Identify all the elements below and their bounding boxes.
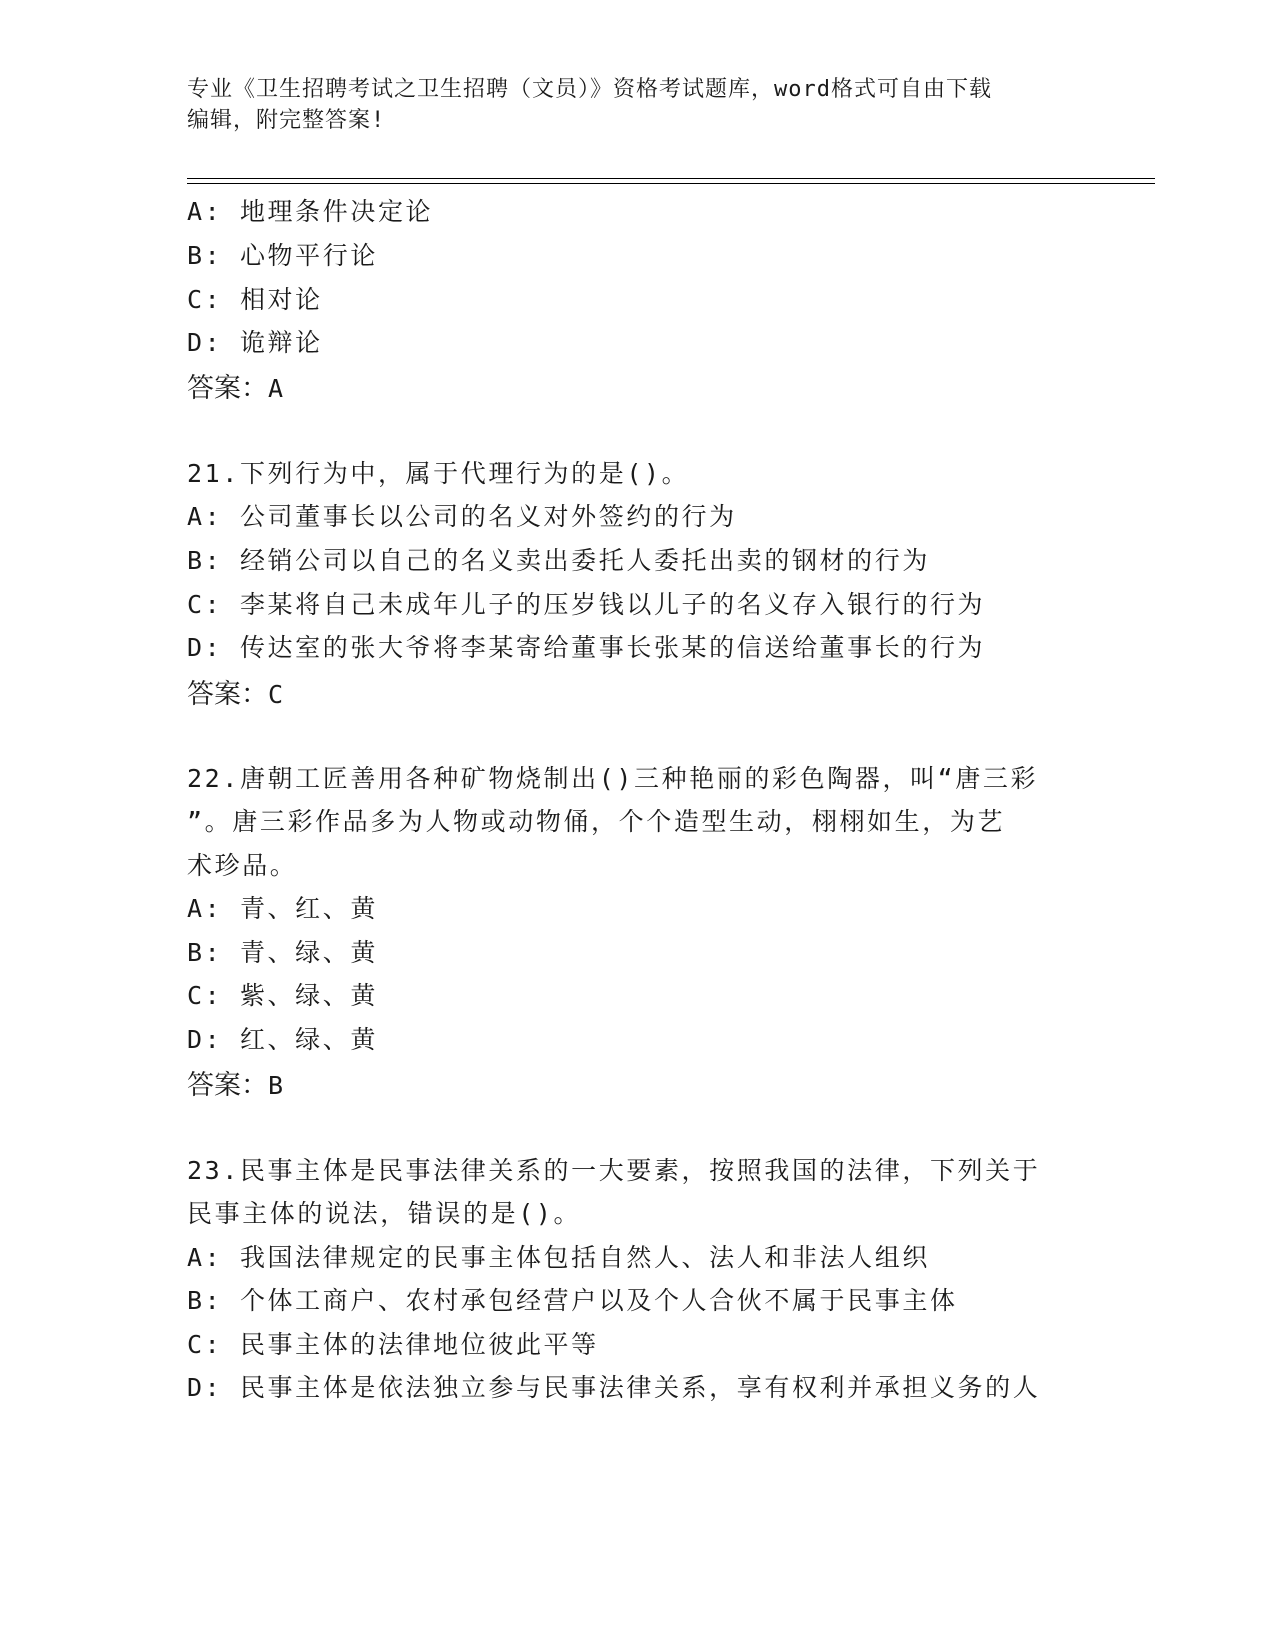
q22-option-b: B: 青、绿、黄 [187, 938, 378, 967]
header-rule-top [187, 178, 1155, 179]
q20-option-d: D: 诡辩论 [187, 328, 323, 357]
q23-option-b: B: 个体工商户、农村承包经营户以及个人合伙不属于民事主体 [187, 1286, 958, 1315]
q21-option-d: D: 传达室的张大爷将李某寄给董事长张某的信送给董事长的行为 [187, 633, 986, 662]
q21-stem: 21.下列行为中，属于代理行为的是()。 [187, 459, 690, 488]
q23-option-c: C: 民事主体的法律地位彼此平等 [187, 1330, 599, 1359]
q23-option-a: A: 我国法律规定的民事主体包括自然人、法人和非法人组织 [187, 1243, 930, 1272]
q22-answer [187, 1063, 283, 1102]
q20-option-c: C: 相对论 [187, 285, 323, 314]
q22-option-c: C: 紫、绿、黄 [187, 981, 378, 1010]
header-rule-bottom [187, 183, 1155, 184]
document-header [187, 74, 1087, 136]
q20-answer [187, 366, 283, 405]
q23-option-d: D: 民事主体是依法独立参与民事法律关系，享有权利并承担义务的人 [187, 1373, 1041, 1402]
q20-option-b: B: 心物平行论 [187, 241, 378, 270]
q21-answer-label: 答案： [187, 679, 268, 710]
header-line-2: 编辑，附完整答案! [187, 108, 386, 133]
q23-stem-line-2: 民事主体的说法，错误的是()。 [187, 1199, 582, 1228]
q23-stem-line-1: 23.民事主体是民事法律关系的一大要素，按照我国的法律，下列关于 [187, 1156, 1041, 1185]
q21-answer-value: C [268, 680, 284, 709]
q20-answer-value: A [268, 374, 284, 403]
q21-option-a: A: 公司董事长以公司的名义对外签约的行为 [187, 502, 737, 531]
q22-stem-line-2: ”。唐三彩作品多为人物或动物俑，个个造型生动，栩栩如生，为艺 [187, 807, 1006, 836]
q22-stem-line-1: 22.唐朝工匠善用各种矿物烧制出()三种艳丽的彩色陶器，叫“唐三彩 [187, 764, 1039, 793]
q22-stem-line-3: 术珍品。 [187, 851, 298, 880]
q22-answer-label: 答案： [187, 1070, 268, 1101]
q21-option-c: C: 李某将自己未成年儿子的压岁钱以儿子的名义存入银行的行为 [187, 590, 986, 619]
q22-option-d: D: 红、绿、黄 [187, 1025, 378, 1054]
q21-answer [187, 672, 283, 711]
q20-answer-label: 答案： [187, 373, 268, 404]
q22-option-a: A: 青、红、黄 [187, 894, 378, 923]
q20-option-a: A: 地理条件决定论 [187, 197, 434, 226]
q22-answer-value: B [268, 1071, 284, 1100]
q21-option-b: B: 经销公司以自己的名义卖出委托人委托出卖的钢材的行为 [187, 546, 930, 575]
header-line-1: 专业《卫生招聘考试之卫生招聘（文员）》资格考试题库，word格式可自由下载 [187, 77, 992, 102]
